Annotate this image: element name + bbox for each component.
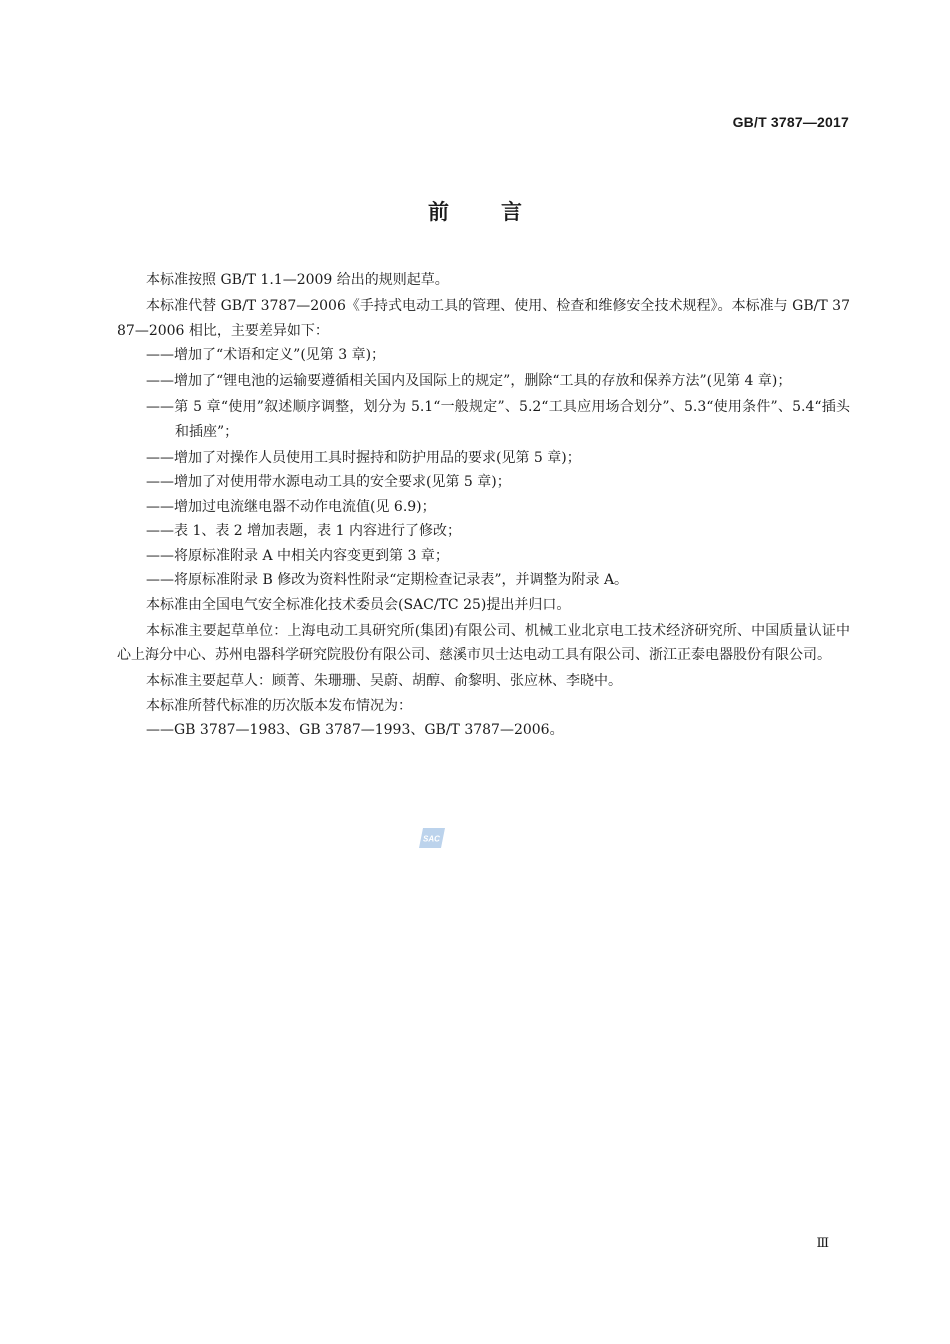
- paragraph-drafting-rules: 本标准按照 GB/T 1.1—2009 给出的规则起草。: [146, 272, 449, 288]
- standard-code: GB/T 3787—2017: [732, 114, 849, 130]
- paragraph-history-intro: 本标准所替代标准的历次版本发布情况为：: [146, 697, 412, 714]
- history-item: ——GB 3787—1983、GB 3787—1993、GB/T 3787—2006。: [146, 722, 564, 738]
- paragraph-drafters: 本标准主要起草人：顾菁、朱珊珊、吴蔚、胡醇、俞黎明、张应林、李晓中。: [146, 673, 622, 689]
- paragraph-proposer: 本标准由全国电气安全标准化技术委员会(SAC/TC 25)提出并归口。: [146, 596, 571, 613]
- document-body: [117, 268, 850, 743]
- changes-list: [117, 343, 850, 593]
- sac-logo-text: SAC: [423, 834, 440, 844]
- sac-watermark-logo: [418, 826, 446, 850]
- list-item: ——增加了对使用带水源电动工具的安全要求(见第 5 章)；: [146, 474, 511, 490]
- list-item: ——将原标准附录 A 中相关内容变更到第 3 章；: [146, 547, 449, 564]
- list-item: ——第 5 章“使用”叙述顺序调整，划分为 5.1“一般规定”、5.2“工具应用场合划分”、5.3“使用条件”、5.4“插头和插座”；: [146, 399, 850, 440]
- list-item: ——表 1、表 2 增加表题，表 1 内容进行了修改；: [146, 523, 461, 539]
- sac-logo-icon: [418, 826, 446, 850]
- paragraph-replacement: 本标准代替 GB/T 3787—2006《手持式电动工具的管理、使用、检查和维修安全技术规程》。本标准与 GB/T 3787—2006 相比，主要差异如下：: [117, 298, 850, 339]
- paragraph-drafting-units: 本标准主要起草单位：上海电动工具研究所(集团)有限公司、机械工业北京电工技术经济研究所、中国质量认证中心上海分中心、苏州电器科学研究院股份有限公司、慈溪市贝士达电动工具有限公司、浙江正泰电器股份有限公司。: [117, 622, 850, 663]
- list-item: ——将原标准附录 B 修改为资料性附录“定期检查记录表”，并调整为附录 A。: [146, 572, 629, 588]
- list-item: ——增加过电流继电器不动作电流值(见 6.9)；: [146, 498, 436, 515]
- list-item: ——增加了“术语和定义”(见第 3 章)；: [146, 347, 386, 363]
- page-number: Ⅲ: [816, 1236, 829, 1251]
- list-item: ——增加了“锂电池的运输要遵循相关国内及国际上的规定”，删除“工具的存放和保养方法”(见第 4 章)；: [146, 373, 792, 389]
- list-item: ——增加了对操作人员使用工具时握持和防护用品的要求(见第 5 章)；: [146, 449, 581, 466]
- page-title: 前言: [428, 200, 574, 224]
